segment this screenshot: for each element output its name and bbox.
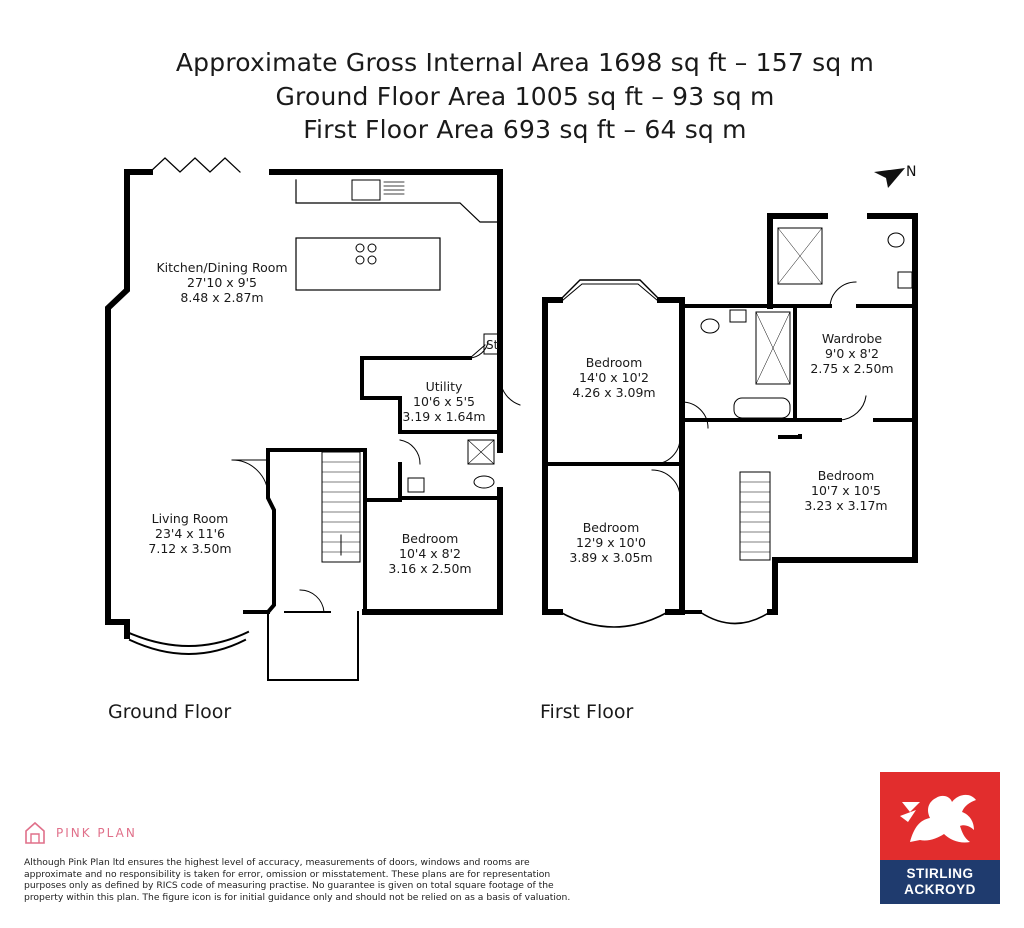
room-metric: 3.16 x 2.50m (388, 561, 472, 576)
north-label: N (906, 164, 917, 180)
room-name: Kitchen/Dining Room (156, 260, 288, 275)
room-bedroom-ground (388, 531, 471, 576)
ground-floor-label: Ground Floor (108, 701, 232, 723)
room-name: Wardrobe (821, 331, 883, 346)
disclaimer-text: Although Pink Plan ltd ensures the highest level of accuracy, measurements of doors, windows and rooms are approximate and no responsibility is taken for error, omission or misstatement. These plans are for representation purposes only as defined by RICS code of measuring practise. No guarantee is given on total square footage of the property within this plan. The figure icon is for initial guidance only and should not be relied on as a basis of valuation. (24, 857, 571, 903)
room-metric: 3.89 x 3.05m (569, 550, 653, 565)
store-label: St (486, 338, 499, 352)
room-imperial: 10'7 x 10'5 (811, 483, 881, 498)
agent-logo-top (880, 772, 1000, 860)
room-bedroom-front-left (569, 520, 652, 565)
room-imperial: 12'9 x 10'0 (576, 535, 646, 550)
room-name: Bedroom (817, 468, 875, 483)
room-bedroom-rear-left (572, 355, 655, 400)
room-name: Bedroom (585, 355, 643, 370)
pink-plan-logo-icon (24, 821, 46, 845)
pink-plan-text: PINK PLAN (56, 826, 137, 840)
ground-floor-walls (108, 172, 500, 680)
pink-plan-brand (24, 820, 137, 846)
griffin-icon (880, 772, 1000, 860)
room-living (148, 511, 231, 556)
room-metric: 3.19 x 1.64m (402, 409, 486, 424)
ground-floor-area-heading: Ground Floor Area 1005 sq ft – 93 sq m (275, 82, 775, 111)
room-metric: 8.48 x 2.87m (180, 290, 264, 305)
room-metric: 3.23 x 3.17m (804, 498, 888, 513)
room-name: Bedroom (401, 531, 459, 546)
agent-name-line2: ACKROYD (904, 882, 976, 897)
total-area-heading: Approximate Gross Internal Area 1698 sq ft – 157 sq m (175, 48, 875, 77)
room-imperial: 9'0 x 8'2 (824, 346, 880, 361)
room-name: Living Room (151, 511, 229, 526)
first-floor-area-heading: First Floor Area 693 sq ft – 64 sq m (303, 115, 747, 144)
room-imperial: 27'10 x 9'5 (187, 275, 257, 290)
room-wardrobe (810, 331, 893, 376)
room-imperial: 10'6 x 5'5 (413, 394, 475, 409)
agent-logo-bottom (880, 860, 1000, 904)
stirling-ackroyd-logo (880, 772, 1000, 904)
room-metric: 2.75 x 2.50m (810, 361, 894, 376)
first-floor-label: First Floor (540, 701, 634, 723)
agent-name-line1: STIRLING (906, 866, 974, 881)
room-imperial: 10'4 x 8'2 (399, 546, 461, 561)
room-name: Bedroom (582, 520, 640, 535)
room-utility (402, 379, 485, 424)
room-name: Utility (425, 379, 463, 394)
room-imperial: 14'0 x 10'2 (579, 370, 649, 385)
room-metric: 7.12 x 3.50m (148, 541, 232, 556)
north-arrow-icon (874, 168, 905, 188)
room-imperial: 23'4 x 11'6 (155, 526, 225, 541)
room-metric: 4.26 x 3.09m (572, 385, 656, 400)
room-kitchen-dining (156, 260, 287, 305)
room-bedroom-right (804, 468, 887, 513)
